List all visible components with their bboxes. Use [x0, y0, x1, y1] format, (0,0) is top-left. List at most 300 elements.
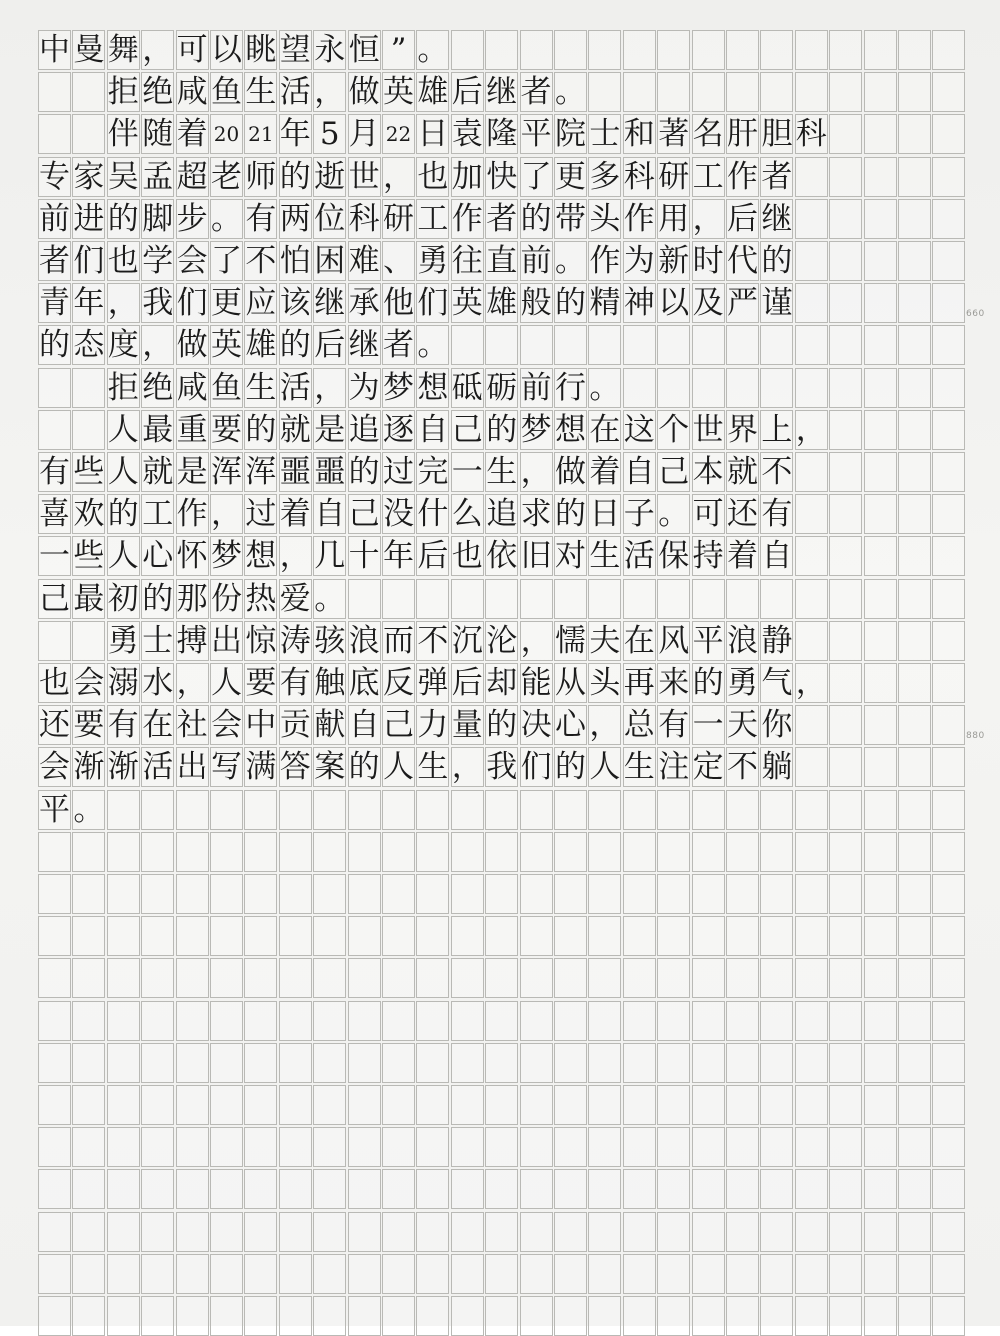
- essay-character: 自: [348, 707, 380, 744]
- essay-line: [38, 283, 967, 323]
- essay-character: 平: [39, 791, 70, 828]
- grid-cell: [348, 1169, 381, 1209]
- essay-character: 们: [520, 749, 552, 786]
- essay-character: 了: [520, 158, 552, 195]
- essay-character: 不: [727, 749, 758, 786]
- essay-character: 是: [176, 454, 208, 490]
- essay-character: 却: [486, 665, 518, 701]
- grid-cell: [829, 1001, 862, 1041]
- grid-cell: [485, 1254, 518, 1294]
- grid-cell: [107, 958, 140, 998]
- essay-character: 本: [692, 454, 724, 490]
- grid-cell: [485, 1169, 518, 1209]
- essay-character: 。: [555, 74, 586, 111]
- grid-cell: [657, 916, 690, 956]
- grid-cell: [726, 1127, 759, 1167]
- essay-character: 年: [383, 538, 414, 575]
- essay-character: 雄: [245, 327, 277, 364]
- grid-cell: [520, 1212, 553, 1252]
- grid-cell: [932, 1212, 965, 1252]
- grid-cell: [829, 958, 862, 998]
- essay-character: 沦: [486, 622, 518, 659]
- essay-character: 一: [692, 707, 724, 744]
- grid-cell: [485, 1001, 518, 1041]
- grid-cell: [726, 1296, 759, 1336]
- essay-character: 最: [73, 580, 105, 617]
- essay-character: 水: [142, 665, 174, 701]
- essay-character: 青: [39, 285, 70, 322]
- essay-character: 躺: [761, 749, 793, 786]
- essay-character: 风: [658, 622, 690, 659]
- essay-character: 也: [39, 665, 70, 701]
- essay-character: 触: [314, 665, 346, 701]
- essay-character: 也: [417, 158, 449, 195]
- grid-cell: [72, 1169, 105, 1209]
- essay-character: 心: [142, 538, 174, 575]
- grid-cell: [760, 1296, 793, 1336]
- grid-cell: [141, 832, 174, 872]
- essay-line: [38, 114, 967, 154]
- essay-character: 己: [348, 496, 380, 533]
- essay-character: 咸: [176, 74, 208, 111]
- essay-character: ，: [314, 74, 346, 111]
- grid-cell: [657, 1127, 690, 1167]
- essay-character: 重: [176, 411, 208, 448]
- grid-cell: [382, 1169, 415, 1209]
- essay-character: 有: [761, 496, 793, 533]
- grid-cell: [416, 1169, 449, 1209]
- essay-line: [38, 705, 967, 745]
- essay-character: 科: [623, 158, 655, 195]
- essay-character: 继: [348, 327, 380, 364]
- essay-character: 注: [658, 749, 690, 786]
- grid-cell: [657, 1043, 690, 1083]
- essay-character: 着: [176, 116, 208, 153]
- essay-character: 要: [211, 411, 242, 448]
- grid-cell: [176, 1001, 209, 1041]
- grid-cell: [176, 832, 209, 872]
- essay-character: 做: [555, 454, 586, 490]
- grid-cell: [588, 958, 621, 998]
- essay-character: 气: [761, 665, 793, 701]
- essay-line: [38, 157, 967, 197]
- essay-character: 些: [73, 538, 105, 575]
- grid-cell: [38, 1254, 71, 1294]
- grid-cell: [141, 958, 174, 998]
- essay-character: 自: [761, 538, 793, 575]
- essay-character: 研: [658, 158, 690, 195]
- essay-character: 度: [107, 327, 139, 364]
- grid-cell: [795, 1254, 828, 1294]
- essay-character: 可: [176, 32, 208, 68]
- essay-character: 平: [520, 116, 552, 153]
- grid-cell: [416, 1212, 449, 1252]
- essay-character: 贡: [279, 707, 311, 744]
- grid-cell: [829, 1169, 862, 1209]
- essay-character: 可: [692, 496, 724, 533]
- essay-character: 活: [142, 749, 174, 786]
- essay-character: 工: [142, 496, 174, 533]
- essay-character: 英: [451, 285, 483, 322]
- essay-character: 谨: [761, 285, 793, 322]
- grid-cell: [795, 874, 828, 914]
- essay-character: 活: [623, 538, 655, 575]
- grid-cell: [554, 1127, 587, 1167]
- grid-cell: [932, 1169, 965, 1209]
- grid-cell: [38, 1296, 71, 1336]
- grid-cell: [520, 1254, 553, 1294]
- grid-cell: [829, 1254, 862, 1294]
- grid-cell: [623, 832, 656, 872]
- grid-cell: [382, 1085, 415, 1125]
- essay-character: 满: [245, 749, 277, 786]
- essay-character: 会: [211, 707, 242, 744]
- grid-cell: [864, 1043, 897, 1083]
- grid-cell: [692, 958, 725, 998]
- essay-character: 噩: [279, 454, 311, 490]
- grid-cell: [279, 1001, 312, 1041]
- essay-character: 严: [727, 285, 758, 322]
- essay-character: 献: [314, 707, 346, 744]
- grid-cell: [588, 1001, 621, 1041]
- grid-cell: [898, 1043, 931, 1083]
- essay-character: 自: [623, 454, 655, 490]
- essay-character: 天: [727, 707, 758, 744]
- grid-cell: [451, 1296, 484, 1336]
- essay-character: 也: [451, 538, 483, 575]
- essay-line: [38, 790, 967, 830]
- essay-character: 作: [623, 200, 655, 237]
- essay-character: 浑: [245, 454, 277, 490]
- grid-cell: [623, 1296, 656, 1336]
- essay-character: 位: [314, 200, 346, 237]
- essay-character: 梦: [520, 411, 552, 448]
- grid-cell: [932, 1127, 965, 1167]
- essay-character: 。: [417, 32, 449, 68]
- grid-cell: [416, 874, 449, 914]
- grid-cell: [760, 1212, 793, 1252]
- grid-cell: [554, 874, 587, 914]
- grid-cell: [244, 1212, 277, 1252]
- grid-cell: [382, 1254, 415, 1294]
- essay-character: 的: [107, 496, 139, 533]
- essay-character: 着: [279, 496, 311, 533]
- grid-cell: [520, 874, 553, 914]
- grid-cell: [898, 916, 931, 956]
- grid-cell: [107, 1043, 140, 1083]
- essay-character: 怕: [279, 243, 311, 279]
- essay-character: 生: [245, 369, 277, 406]
- grid-cell: [657, 958, 690, 998]
- grid-cell: [107, 1127, 140, 1167]
- essay-character: 有: [245, 200, 277, 237]
- essay-character: 超: [176, 158, 208, 195]
- grid-cell: [692, 874, 725, 914]
- grid-cell: [588, 1254, 621, 1294]
- essay-character: ，: [314, 369, 346, 406]
- essay-character: 底: [348, 665, 380, 701]
- grid-cell: [932, 1254, 965, 1294]
- essay-character: ，: [279, 538, 311, 575]
- grid-cell: [898, 1169, 931, 1209]
- essay-character: 们: [417, 285, 449, 322]
- essay-character: 作: [176, 496, 208, 533]
- grid-cell: [932, 1085, 965, 1125]
- essay-character: 者: [383, 327, 414, 364]
- essay-character: 学: [142, 243, 174, 279]
- grid-cell: [829, 1043, 862, 1083]
- grid-cell: [176, 1296, 209, 1336]
- grid-cell: [864, 832, 897, 872]
- essay-character: 5: [319, 116, 340, 153]
- grid-cell: [451, 1085, 484, 1125]
- essay-line: [38, 30, 967, 70]
- essay-character: 随: [142, 116, 174, 153]
- grid-cell: [141, 1127, 174, 1167]
- grid-cell: [554, 1169, 587, 1209]
- essay-character: 曼: [73, 32, 105, 68]
- essay-character: 对: [555, 538, 586, 575]
- grid-cell: [588, 916, 621, 956]
- grid-cell: [692, 1254, 725, 1294]
- essay-character: 会: [73, 665, 105, 701]
- essay-character: 你: [761, 707, 793, 744]
- essay-character: 专: [39, 158, 70, 195]
- grid-cell: [176, 1085, 209, 1125]
- essay-character: 士: [142, 622, 174, 659]
- grid-cell: [623, 958, 656, 998]
- grid-cell: [829, 1127, 862, 1167]
- essay-character: 了: [211, 243, 242, 279]
- grid-cell: [210, 1254, 243, 1294]
- essay-character: 的: [555, 496, 586, 533]
- grid-cell: [72, 832, 105, 872]
- grid-cell: [520, 1127, 553, 1167]
- essay-character: 勇: [727, 665, 758, 701]
- grid-cell: [623, 1127, 656, 1167]
- essay-character: 生: [486, 454, 518, 490]
- grid-cell: [451, 958, 484, 998]
- essay-character: 懦: [555, 622, 586, 659]
- grid-cell: [107, 1212, 140, 1252]
- grid-cell: [279, 1254, 312, 1294]
- essay-character: 个: [658, 411, 690, 448]
- grid-cell: [382, 1212, 415, 1252]
- essay-character: 世: [348, 158, 380, 195]
- grid-cell: [554, 1001, 587, 1041]
- essay-character: 进: [73, 200, 105, 237]
- grid-cell: [416, 1296, 449, 1336]
- essay-character: 己: [39, 580, 70, 617]
- essay-character: 般: [520, 285, 552, 322]
- essay-character: 神: [623, 285, 655, 322]
- grid-cell: [72, 874, 105, 914]
- essay-character: ，: [383, 158, 414, 195]
- essay-character: 的: [279, 158, 311, 195]
- essay-character: 一: [39, 538, 70, 575]
- grid-cell: [451, 1043, 484, 1083]
- essay-character: 人: [107, 538, 139, 575]
- grid-cell: [382, 1043, 415, 1083]
- essay-character: 家: [73, 158, 105, 195]
- essay-character: 带: [555, 200, 586, 237]
- essay-character: 要: [245, 665, 277, 701]
- essay-character: 要: [73, 707, 105, 744]
- essay-character: 难: [348, 243, 380, 279]
- essay-character: 鱼: [211, 369, 242, 406]
- essay-character: 那: [176, 580, 208, 617]
- essay-character: 也: [107, 243, 139, 279]
- grid-cell: [864, 1085, 897, 1125]
- essay-character: 为: [623, 243, 655, 279]
- grid-cell: [588, 1043, 621, 1083]
- essay-character: 还: [727, 496, 758, 533]
- grid-cell: [554, 916, 587, 956]
- grid-cell: [279, 1085, 312, 1125]
- grid-cell: [829, 1085, 862, 1125]
- essay-character: 头: [589, 665, 621, 701]
- grid-cell: [726, 916, 759, 956]
- grid-cell: [520, 1169, 553, 1209]
- essay-character: 困: [314, 243, 346, 279]
- grid-cell: [176, 958, 209, 998]
- essay-character: ，: [520, 622, 552, 659]
- essay-character: 浪: [727, 622, 758, 659]
- essay-character: 写: [211, 749, 242, 786]
- essay-character: 平: [692, 622, 724, 659]
- essay-character: 的: [486, 411, 518, 448]
- grid-cell: [520, 1085, 553, 1125]
- essay-character: 头: [589, 200, 621, 237]
- grid-cell: [829, 1296, 862, 1336]
- essay-character: 眺: [245, 32, 277, 68]
- essay-character: 的: [486, 707, 518, 744]
- grid-cell: [588, 1169, 621, 1209]
- grid-cell: [176, 1169, 209, 1209]
- grid-cell: [898, 1001, 931, 1041]
- essay-character: 生: [417, 749, 449, 786]
- grid-cell: [176, 916, 209, 956]
- grid-cell: [932, 958, 965, 998]
- essay-character: 一: [451, 454, 483, 490]
- grid-cell: [313, 1212, 346, 1252]
- grid-cell: [382, 1001, 415, 1041]
- essay-line: [38, 72, 967, 112]
- grid-cell: [313, 1127, 346, 1167]
- grid-cell: [38, 874, 71, 914]
- grid-cell: [485, 1043, 518, 1083]
- grid-cell: [244, 874, 277, 914]
- essay-character: 。: [417, 327, 449, 364]
- grid-cell: [588, 1296, 621, 1336]
- grid-cell: [38, 1127, 71, 1167]
- grid-cell: [485, 832, 518, 872]
- essay-character: 社: [176, 707, 208, 744]
- grid-cell: [451, 916, 484, 956]
- margin-word-count: 880: [966, 731, 985, 742]
- grid-cell: [554, 1043, 587, 1083]
- grid-cell: [554, 1296, 587, 1336]
- essay-character: 者: [486, 200, 518, 237]
- grid-cell: [313, 1001, 346, 1041]
- essay-character: 追: [486, 496, 518, 533]
- grid-cell: [279, 832, 312, 872]
- grid-cell: [657, 1296, 690, 1336]
- grid-cell: [416, 1085, 449, 1125]
- grid-cell: [72, 1001, 105, 1041]
- essay-character: 溺: [107, 665, 139, 701]
- essay-character: 有: [107, 707, 139, 744]
- essay-character: 作: [451, 200, 483, 237]
- grid-cell: [244, 1001, 277, 1041]
- grid-cell: [348, 832, 381, 872]
- grid-cell: [279, 958, 312, 998]
- grid-cell: [795, 1043, 828, 1083]
- essay-character: 舞: [107, 32, 139, 68]
- essay-character: 脚: [142, 200, 174, 237]
- essay-line: [38, 199, 967, 239]
- grid-cell: [244, 1296, 277, 1336]
- essay-character: 院: [555, 116, 586, 153]
- grid-cell: [176, 1127, 209, 1167]
- essay-character: 上: [761, 411, 793, 448]
- grid-cell: [141, 1001, 174, 1041]
- grid-cell: [692, 1085, 725, 1125]
- grid-cell: [898, 874, 931, 914]
- grid-cell: [760, 958, 793, 998]
- grid-cell: [623, 1212, 656, 1252]
- grid-cell: [726, 874, 759, 914]
- grid-cell: [623, 1169, 656, 1209]
- grid-cell: [107, 832, 140, 872]
- grid-cell: [38, 832, 71, 872]
- grid-cell: [520, 1043, 553, 1083]
- essay-character: ，: [107, 285, 139, 322]
- grid-cell: [244, 958, 277, 998]
- essay-character: 心: [555, 707, 586, 744]
- grid-cell: [795, 1212, 828, 1252]
- essay-character: 沉: [451, 622, 483, 659]
- grid-cell: [279, 874, 312, 914]
- grid-cell: [726, 1254, 759, 1294]
- grid-cell: [72, 1043, 105, 1083]
- essay-character: ，: [176, 665, 208, 701]
- grid-cell: [485, 958, 518, 998]
- essay-character: 前: [520, 243, 552, 279]
- essay-character: 就: [279, 411, 311, 448]
- essay-character: ，: [211, 496, 242, 533]
- grid-cell: [760, 916, 793, 956]
- grid-cell: [726, 1212, 759, 1252]
- essay-character: 工: [417, 200, 449, 237]
- essay-character: 科: [795, 116, 827, 153]
- essay-character: 咸: [176, 369, 208, 406]
- grid-cell: [623, 1085, 656, 1125]
- grid-cell: [313, 874, 346, 914]
- grid-cell: [760, 1127, 793, 1167]
- essay-character: 日: [589, 496, 621, 533]
- grid-cell: [692, 1127, 725, 1167]
- essay-character: 砺: [486, 369, 518, 406]
- essay-character: ，: [520, 454, 552, 490]
- grid-cell: [210, 1212, 243, 1252]
- essay-character: 们: [73, 243, 105, 279]
- grid-cell: [692, 1001, 725, 1041]
- essay-character: 答: [279, 749, 311, 786]
- grid-cell: [657, 1001, 690, 1041]
- essay-character: 胆: [761, 116, 793, 153]
- essay-character: 出: [211, 622, 242, 659]
